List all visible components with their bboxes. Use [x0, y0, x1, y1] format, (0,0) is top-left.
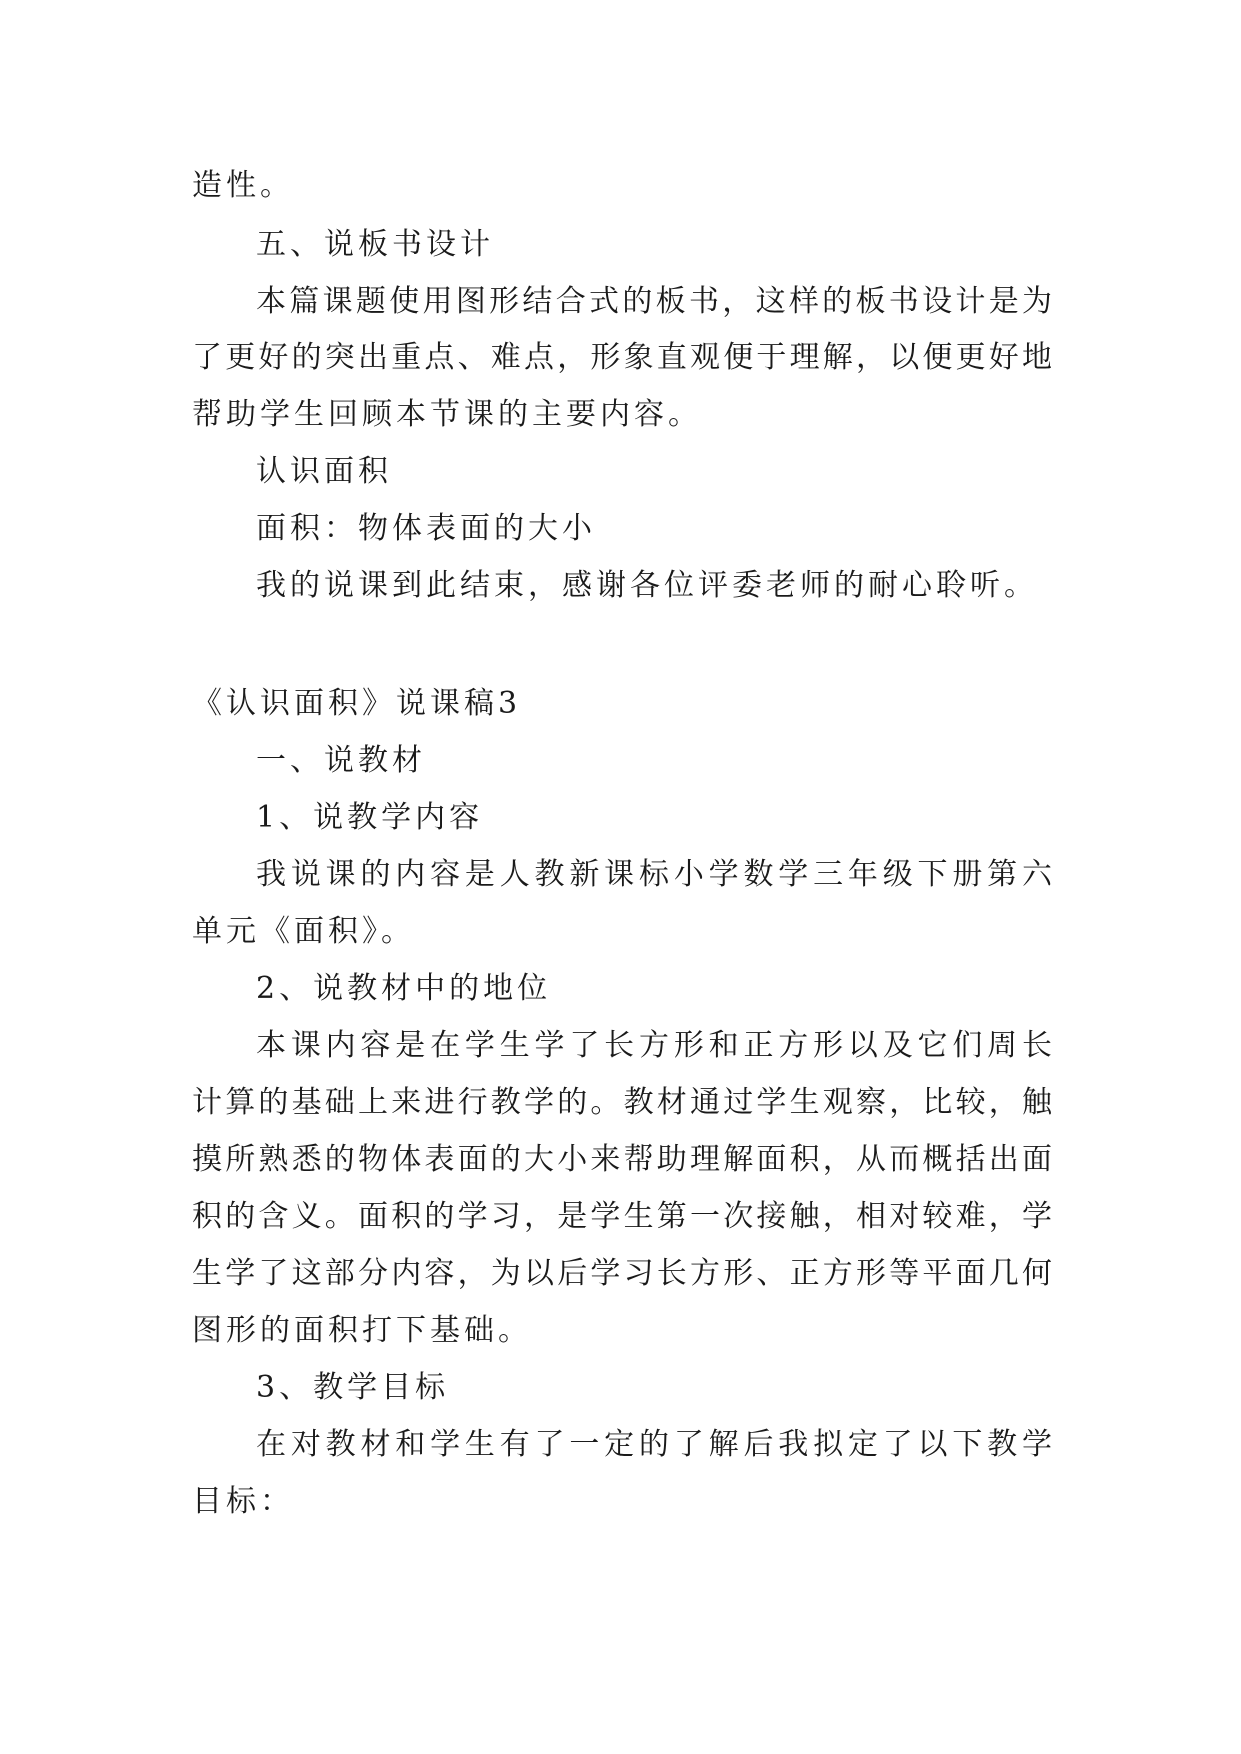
- text-line: 在对教材和学生有了一定的了解后我拟定了以下教学: [256, 1427, 1052, 1462]
- text-line: 目标：: [192, 1484, 294, 1519]
- text-line: 了更好的突出重点、难点，形象直观便于理解，以便更好地: [192, 340, 1052, 375]
- text-line: 本课内容是在学生学了长方形和正方形以及它们周长: [256, 1028, 1052, 1063]
- text-line: 积的含义。面积的学习，是学生第一次接触，相对较难，学: [192, 1199, 1052, 1234]
- text-line: 造性。: [192, 168, 294, 203]
- section-heading: 五、说板书设计: [256, 227, 494, 262]
- board-title: 认识面积: [256, 454, 392, 489]
- subsection-heading: 2、说教材中的地位: [256, 971, 552, 1006]
- text-line: 摸所熟悉的物体表面的大小来帮助理解面积，从而概括出面: [192, 1142, 1052, 1177]
- text-line: 图形的面积打下基础。: [192, 1313, 532, 1348]
- board-definition: 面积：物体表面的大小: [256, 511, 596, 546]
- text-line: 单元《面积》。: [192, 914, 415, 949]
- text-line: 生学了这部分内容，为以后学习长方形、正方形等平面几何: [192, 1256, 1052, 1291]
- text-line: 本篇课题使用图形结合式的板书，这样的板书设计是为: [256, 284, 1052, 319]
- text-line: 我说课的内容是人教新课标小学数学三年级下册第六: [256, 857, 1052, 892]
- subsection-heading: 3、教学目标: [256, 1370, 450, 1405]
- closing-line: 我的说课到此结束，感谢各位评委老师的耐心聆听。: [256, 568, 1038, 603]
- section-heading: 一、说教材: [256, 743, 426, 778]
- text-line: 计算的基础上来进行教学的。教材通过学生观察，比较，触: [192, 1085, 1052, 1120]
- document-title: 《认识面积》说课稿3: [192, 686, 522, 721]
- text-line: 帮助学生回顾本节课的主要内容。: [192, 397, 702, 432]
- subsection-heading: 1、说教学内容: [256, 800, 484, 835]
